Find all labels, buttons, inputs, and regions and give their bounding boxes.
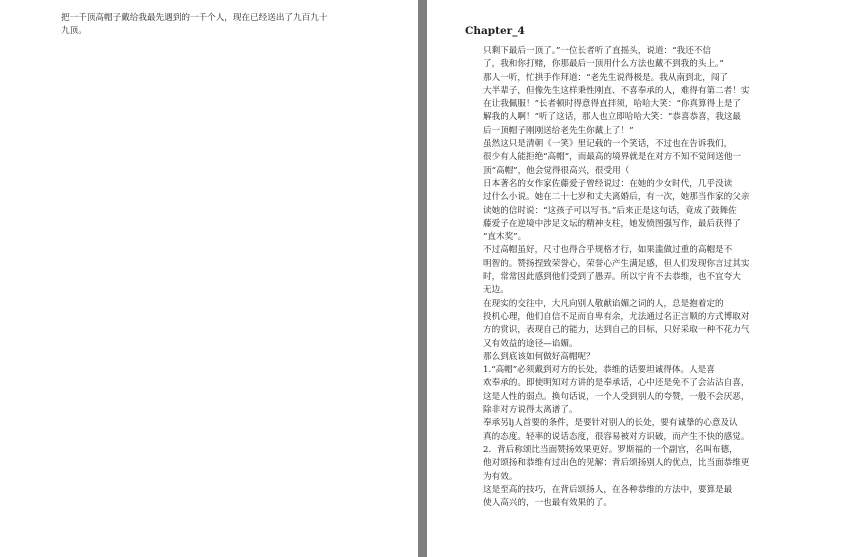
text-line: 为有效。 [483,471,518,482]
text-line: 在让我佩服！”长者顿时得意得直拌须，哈哈大笑：“你真算得上是了 [483,99,742,110]
text-line: 方的赏识，表现自己的能力，达到自己的目标，只好采取一种不花力气 [483,325,750,336]
text-line: 只剩下最后一顶了。”一位长者听了直摇头，说道：“我还不信 [483,46,711,56]
text-line: 在现实的交往中，大凡向别人敬献谄媚之词的人，总是抱着定的 [483,298,724,309]
text-line: 使人高兴的，一也最有效果的了。 [483,498,612,509]
text-line: 这是至高的技巧，在背后颂扬人，在各种恭维的方法中，要算是最 [483,484,733,495]
left-page [0,0,418,557]
text-line: 2．背后称颂比当面赞扬效果更好。罗斯福的一个副官，名叫布德， [483,444,738,455]
text-line: “直木奖”。 [483,232,527,243]
text-line: 不过高帽虽好，尺寸也得合乎规格才行，如果滥做过重的高帽是不 [483,245,733,256]
text-line: 明智的。赞扬捏致荣誉心，荣誉心产生满足感，但人们发现你言过其实 [483,258,750,269]
text-line: 大半辈子，但像先生这样秉性刚直、不喜奉承的人，难得有第二者！实 [483,85,750,96]
text-line: 又有效益的途径—谄媚。 [483,338,578,349]
text-line: 真的态度。轻率的说话态度，很容易被对方识破，而产生不快的感觉。 [483,431,750,442]
text-line: 藤爱子在逆境中涉足文坛的精神支柱，她发愤图强写作，最后获得了 [483,218,741,229]
text-line: 九顶。 [61,26,87,37]
text-line: 奉承另lj人首要的条件，是要针对别人的长处，要有诚挚的心意及认 [483,418,738,429]
text-line: 日本著名的女作家佐藤爱子曾经说过：在她的少女时代，几乎没读 [483,178,733,189]
text-line: 投机心理，他们自信不足而自卑有余，尤法通过名正言顺的方式博取对 [483,311,750,322]
text-line: 除非对方说得太离谱了。 [483,405,578,416]
text-line: 时，常常因此感到他们受到了愚弄。所以宁肯不去恭维，也不宜夸大 [483,272,741,283]
text-line: 把一千顶高帽子戴给我最先遇到的一千个人，现在已经送出了九百九十 [61,13,328,23]
text-line: 那人一听，忙拱手作拜道：“老先生说得极是。我从南到北，闯了 [483,72,729,83]
text-line: 1.“高帽”必须戴到对方的长处，恭维的话要坦诚得体。人是喜 [483,365,715,376]
text-line: 后一顶帽子刚刚送给老先生你戴上了！” [483,125,634,136]
text-line: 这是人性的弱点。换句话说，一个人受到别人的夸赞，一般不会厌恶， [483,391,750,402]
text-line: 虽然这只是清朝《一笑》里记载的一个笑话，不过也在告诉我们， [483,139,733,150]
chapter-title: Chapter_4 [465,25,525,37]
text-line: 欢奉承的。即使明知对方讲的是奉承话，心中还是免不了会沾沾自喜， [483,378,750,389]
text-line: 那么到底该如何做好高帽呢？ [483,351,595,362]
left-page-text [61,12,361,39]
text-line: 很少有人能拒绝“高帽”，而最高的境界就是在对方不知不觉间送他一 [483,152,742,163]
right-page-body [483,45,833,510]
text-line: 他对颂扬和恭维有过出色的见解：背后颂扬别人的优点，比当面恭维更 [483,458,750,469]
text-line: 过什么小说。她在二十七岁和丈夫离婚后，有一次，她那当作家的父亲 [483,192,750,203]
text-line: 了，我和你打赌，你那最后一顶用什么方法也戴不到我的头上。” [483,59,724,70]
text-line: 顶“高帽”，他会觉得很高兴，很受用（ [483,165,630,176]
text-line: 无边。 [483,285,509,296]
right-page [427,0,845,557]
text-line: 解我的人啊！”听了这话，那人也立即哈哈大笑：“恭喜恭喜，我这最 [483,112,742,123]
page-divider [418,0,427,557]
text-line: 读她的信时说：“这孩子可以写书。”后来正是这句话，竟成了鼓舞佐 [483,205,737,216]
